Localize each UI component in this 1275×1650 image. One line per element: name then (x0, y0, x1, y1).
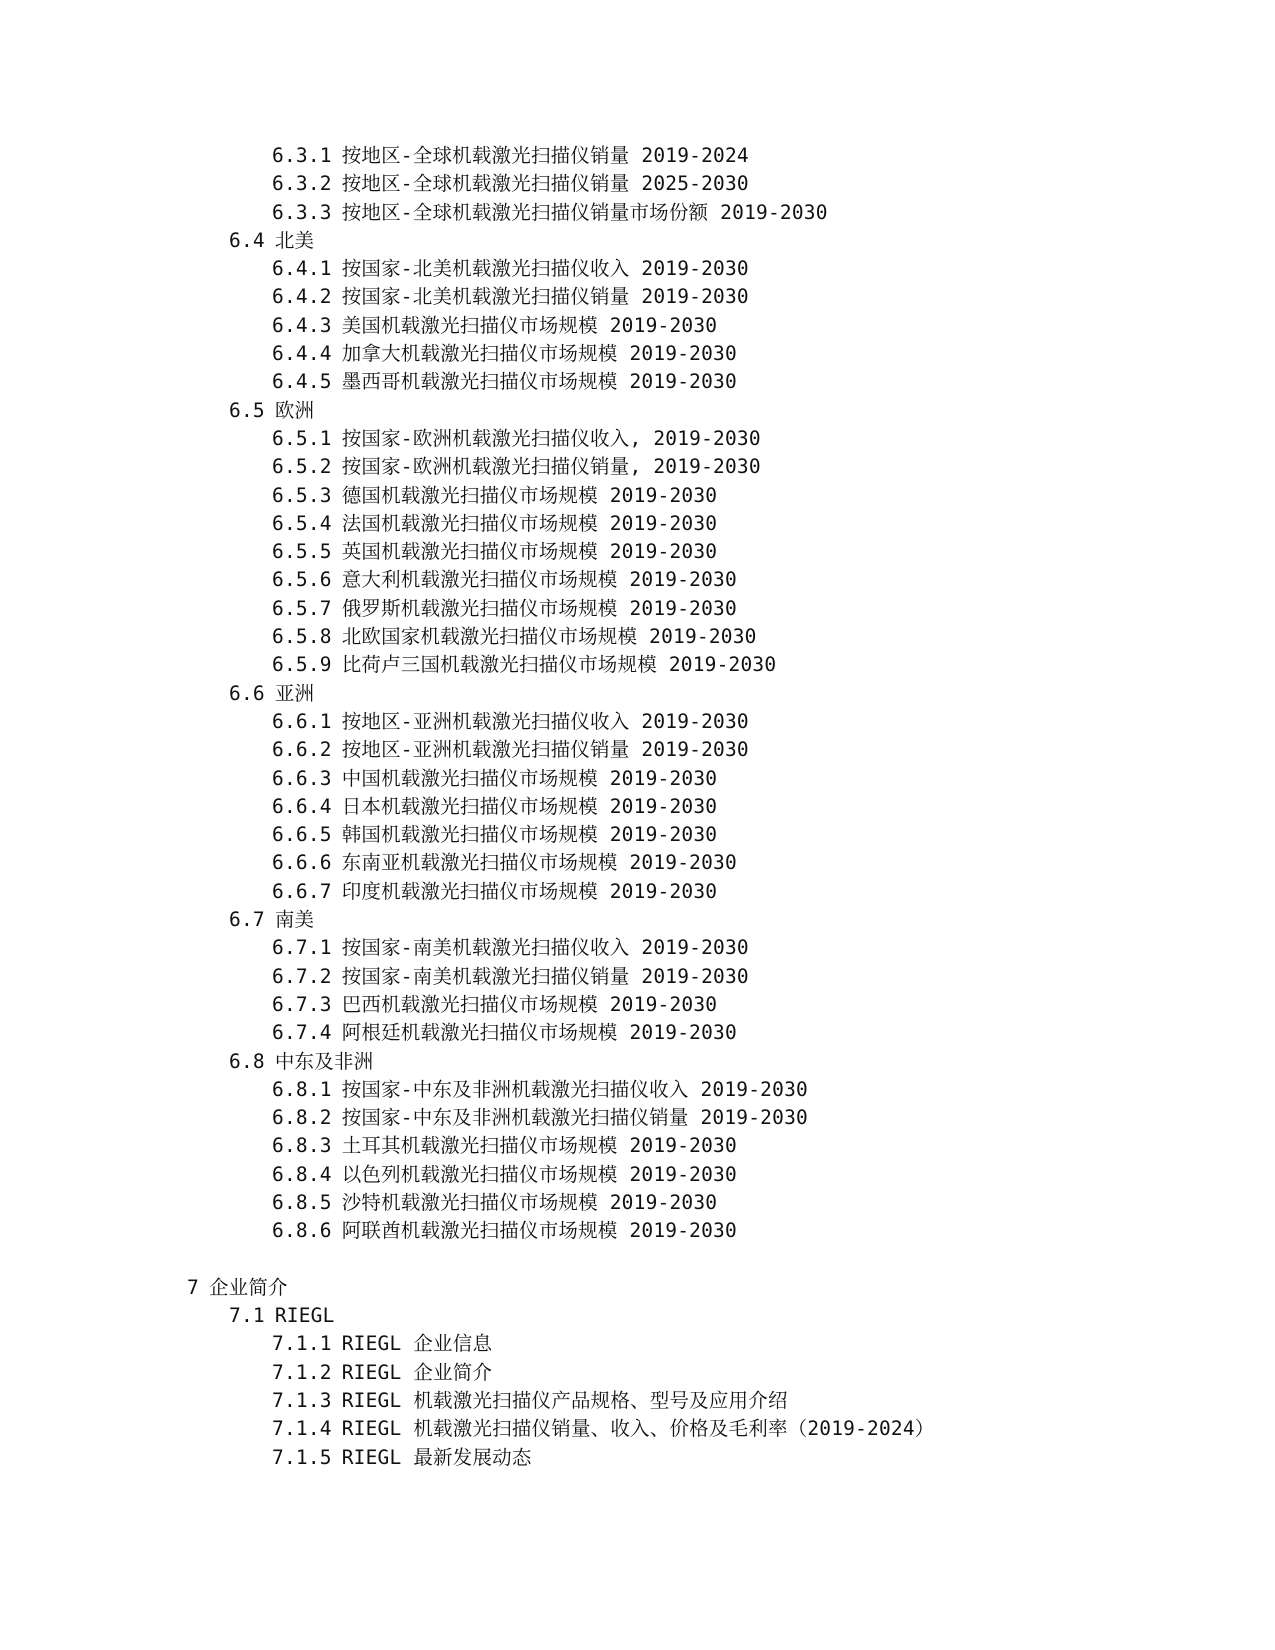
toc-entry-6-4 (0, 227, 1275, 255)
toc-entry-6-8-2 (0, 1104, 1275, 1132)
toc-entry-title: 按国家-中东及非洲机载激光扫描仪销量 2019-2030 (341, 1106, 808, 1130)
toc-entry-title: 企业简介 (208, 1275, 288, 1299)
toc-entry-6-5-1 (0, 425, 1275, 453)
toc-entry-6-6-6 (0, 849, 1275, 877)
toc-entry-6-8-4 (0, 1161, 1275, 1189)
toc-entry-number: 7.1.1 (272, 1332, 332, 1356)
toc-entry-title: RIEGL (274, 1304, 335, 1328)
toc-entry-title: 德国机载激光扫描仪市场规模 2019-2030 (341, 483, 718, 507)
toc-entry-title: 按地区-亚洲机载激光扫描仪收入 2019-2030 (341, 709, 749, 733)
toc-entry-number: 6.5.6 (272, 568, 332, 592)
toc-entry-7 (0, 1274, 1275, 1302)
toc-entry-number: 6.8.1 (272, 1077, 332, 1101)
toc-entry-6-5-2 (0, 453, 1275, 481)
toc-entry-6-5-6 (0, 566, 1275, 594)
toc-entry-number: 6.8.4 (272, 1162, 332, 1186)
toc-entry-number: 6.7.4 (272, 1021, 332, 1045)
toc-entry-6-8-5 (0, 1189, 1275, 1217)
toc-entry-number: 6.8 (229, 1049, 265, 1073)
toc-entry-title: 东南亚机载激光扫描仪市场规模 2019-2030 (341, 851, 737, 875)
toc-entry-6-6 (0, 680, 1275, 708)
toc-entry-6-8-6 (0, 1217, 1275, 1245)
toc-entry-number: 6.6 (229, 681, 265, 705)
toc-entry-number: 6.4.5 (272, 370, 332, 394)
toc-page (0, 142, 1275, 1472)
toc-entry-number: 6.8.3 (272, 1134, 332, 1158)
toc-entry-title: 按国家-欧洲机载激光扫描仪收入, 2019-2030 (341, 426, 761, 450)
toc-entry-title: 韩国机载激光扫描仪市场规模 2019-2030 (341, 823, 718, 847)
toc-entry-6-8 (0, 1048, 1275, 1076)
toc-entry-number: 6.4.1 (272, 257, 332, 281)
toc-entry-6-8-1 (0, 1076, 1275, 1104)
toc-entry-title: 土耳其机载激光扫描仪市场规模 2019-2030 (341, 1134, 737, 1158)
toc-entry-number: 7.1.3 (272, 1389, 332, 1413)
toc-entry-number: 6.8.5 (272, 1190, 332, 1214)
toc-entry-title: 沙特机载激光扫描仪市场规模 2019-2030 (341, 1190, 718, 1214)
toc-entry-title: 巴西机载激光扫描仪市场规模 2019-2030 (341, 992, 718, 1016)
toc-entry-6-5-3 (0, 482, 1275, 510)
toc-entry-number: 6.4 (229, 228, 265, 252)
toc-entry-number: 6.4.4 (272, 342, 332, 366)
toc-entry-title: RIEGL 机载激光扫描仪产品规格、型号及应用介绍 (341, 1389, 788, 1413)
toc-entry-6-5-8 (0, 623, 1275, 651)
toc-entry-6-5-5 (0, 538, 1275, 566)
toc-entry-title: 墨西哥机载激光扫描仪市场规模 2019-2030 (341, 370, 737, 394)
toc-entry-title: 按国家-南美机载激光扫描仪收入 2019-2030 (341, 936, 749, 960)
toc-entry-title: 按国家-南美机载激光扫描仪销量 2019-2030 (341, 964, 749, 988)
toc-entry-title: 阿根廷机载激光扫描仪市场规模 2019-2030 (341, 1021, 737, 1045)
toc-entry-number: 6.3.3 (272, 200, 332, 224)
toc-entry-6-6-3 (0, 765, 1275, 793)
toc-entry-6-5-9 (0, 651, 1275, 679)
toc-entry-title: 印度机载激光扫描仪市场规模 2019-2030 (341, 879, 718, 903)
toc-entry-6-4-3 (0, 312, 1275, 340)
toc-entry-title: 北美 (274, 228, 315, 252)
toc-entry-title: 按地区-全球机载激光扫描仪销量 2025-2030 (341, 172, 749, 196)
toc-entry-6-5 (0, 397, 1275, 425)
toc-entry-6-7-3 (0, 991, 1275, 1019)
toc-entry-number: 6.6.7 (272, 879, 332, 903)
toc-entry-number: 6.3.2 (272, 172, 332, 196)
toc-entry-number: 6.8.6 (272, 1219, 332, 1243)
toc-entry-title: 中东及非洲 (274, 1049, 374, 1073)
toc-entry-number: 6.7.1 (272, 936, 332, 960)
toc-entry-6-4-2 (0, 283, 1275, 311)
toc-entry-number: 6.4.2 (272, 285, 332, 309)
toc-entry-title: 按地区-亚洲机载激光扫描仪销量 2019-2030 (341, 738, 749, 762)
toc-entry-number: 6.5.7 (272, 596, 332, 620)
toc-entry-6-4-1 (0, 255, 1275, 283)
toc-entry-6-4-4 (0, 340, 1275, 368)
toc-entry-7-1-4 (0, 1415, 1275, 1443)
toc-entry-number: 6.7.3 (272, 992, 332, 1016)
toc-entry-6-5-4 (0, 510, 1275, 538)
toc-entry-number: 6.5.8 (272, 625, 332, 649)
section-gap (0, 1246, 1275, 1274)
toc-entry-6-6-4 (0, 793, 1275, 821)
toc-entry-title: 加拿大机载激光扫描仪市场规模 2019-2030 (341, 342, 737, 366)
toc-entry-title: 中国机载激光扫描仪市场规模 2019-2030 (341, 766, 718, 790)
toc-section-7 (0, 1274, 1275, 1472)
toc-entry-number: 6.6.1 (272, 709, 332, 733)
toc-entry-6-7-2 (0, 963, 1275, 991)
toc-entry-title: RIEGL 最新发展动态 (341, 1445, 532, 1469)
toc-entry-title: RIEGL 机载激光扫描仪销量、收入、价格及毛利率（2019-2024） (341, 1417, 935, 1441)
toc-entry-number: 6.4.3 (272, 313, 332, 337)
toc-entry-6-5-7 (0, 595, 1275, 623)
toc-entry-6-3-2 (0, 170, 1275, 198)
toc-entry-number: 6.5.2 (272, 455, 332, 479)
toc-entry-title: 美国机载激光扫描仪市场规模 2019-2030 (341, 313, 718, 337)
toc-entry-7-1-5 (0, 1444, 1275, 1472)
toc-entry-7-1-2 (0, 1359, 1275, 1387)
toc-entry-6-3-3 (0, 199, 1275, 227)
toc-entry-title: 北欧国家机载激光扫描仪市场规模 2019-2030 (341, 625, 757, 649)
toc-entry-6-6-2 (0, 736, 1275, 764)
toc-entry-6-7-4 (0, 1019, 1275, 1047)
toc-entry-number: 6.7.2 (272, 964, 332, 988)
toc-entry-number: 6.8.2 (272, 1106, 332, 1130)
toc-entry-number: 7.1.5 (272, 1445, 332, 1469)
toc-entry-number: 6.5.1 (272, 426, 332, 450)
toc-entry-number: 6.5.9 (272, 653, 332, 677)
toc-entry-number: 7.1 (229, 1304, 265, 1328)
toc-entry-number: 7.1.2 (272, 1360, 332, 1384)
toc-entry-6-6-7 (0, 878, 1275, 906)
toc-entry-title: RIEGL 企业简介 (341, 1360, 493, 1384)
toc-entry-title: 日本机载激光扫描仪市场规模 2019-2030 (341, 794, 718, 818)
toc-entry-number: 6.6.6 (272, 851, 332, 875)
toc-entry-number: 6.5.4 (272, 511, 332, 535)
toc-entry-7-1-1 (0, 1330, 1275, 1358)
toc-entry-title: 法国机载激光扫描仪市场规模 2019-2030 (341, 511, 718, 535)
toc-entry-title: 按地区-全球机载激光扫描仪销量市场份额 2019-2030 (341, 200, 828, 224)
toc-entry-6-7 (0, 906, 1275, 934)
toc-entry-number: 6.6.2 (272, 738, 332, 762)
toc-entry-number: 6.5.5 (272, 540, 332, 564)
toc-entry-number: 7 (187, 1275, 199, 1299)
toc-entry-title: RIEGL 企业信息 (341, 1332, 493, 1356)
toc-entry-title: 按国家-欧洲机载激光扫描仪销量, 2019-2030 (341, 455, 761, 479)
toc-entry-title: 欧洲 (274, 398, 315, 422)
toc-entry-number: 6.6.5 (272, 823, 332, 847)
toc-entry-number: 6.5 (229, 398, 265, 422)
toc-entry-7-1-3 (0, 1387, 1275, 1415)
toc-entry-title: 英国机载激光扫描仪市场规模 2019-2030 (341, 540, 718, 564)
toc-entry-title: 俄罗斯机载激光扫描仪市场规模 2019-2030 (341, 596, 737, 620)
toc-entry-6-8-3 (0, 1132, 1275, 1160)
toc-entry-title: 按国家-中东及非洲机载激光扫描仪收入 2019-2030 (341, 1077, 808, 1101)
toc-entry-title: 按地区-全球机载激光扫描仪销量 2019-2024 (341, 144, 749, 167)
toc-entry-number: 6.7 (229, 908, 265, 932)
toc-entry-title: 以色列机载激光扫描仪市场规模 2019-2030 (341, 1162, 737, 1186)
toc-entry-6-7-1 (0, 934, 1275, 962)
toc-entry-6-6-1 (0, 708, 1275, 736)
toc-entry-title: 比荷卢三国机载激光扫描仪市场规模 2019-2030 (341, 653, 777, 677)
toc-entry-7-1 (0, 1302, 1275, 1330)
toc-entry-number: 6.5.3 (272, 483, 332, 507)
toc-entry-title: 南美 (274, 908, 315, 932)
toc-entry-number: 6.6.4 (272, 794, 332, 818)
toc-entry-title: 亚洲 (274, 681, 315, 705)
toc-entry-6-6-5 (0, 821, 1275, 849)
toc-entry-number: 6.6.3 (272, 766, 332, 790)
toc-entry-number: 7.1.4 (272, 1417, 332, 1441)
toc-entry-title: 按国家-北美机载激光扫描仪收入 2019-2030 (341, 257, 749, 281)
toc-entry-number: 6.3.1 (272, 144, 332, 167)
toc-entry-title: 按国家-北美机载激光扫描仪销量 2019-2030 (341, 285, 749, 309)
toc-section-6-tail (0, 142, 1275, 1246)
toc-entry-6-3-1 (0, 142, 1275, 170)
toc-entry-title: 阿联酋机载激光扫描仪市场规模 2019-2030 (341, 1219, 737, 1243)
toc-entry-6-4-5 (0, 368, 1275, 396)
toc-entry-title: 意大利机载激光扫描仪市场规模 2019-2030 (341, 568, 737, 592)
